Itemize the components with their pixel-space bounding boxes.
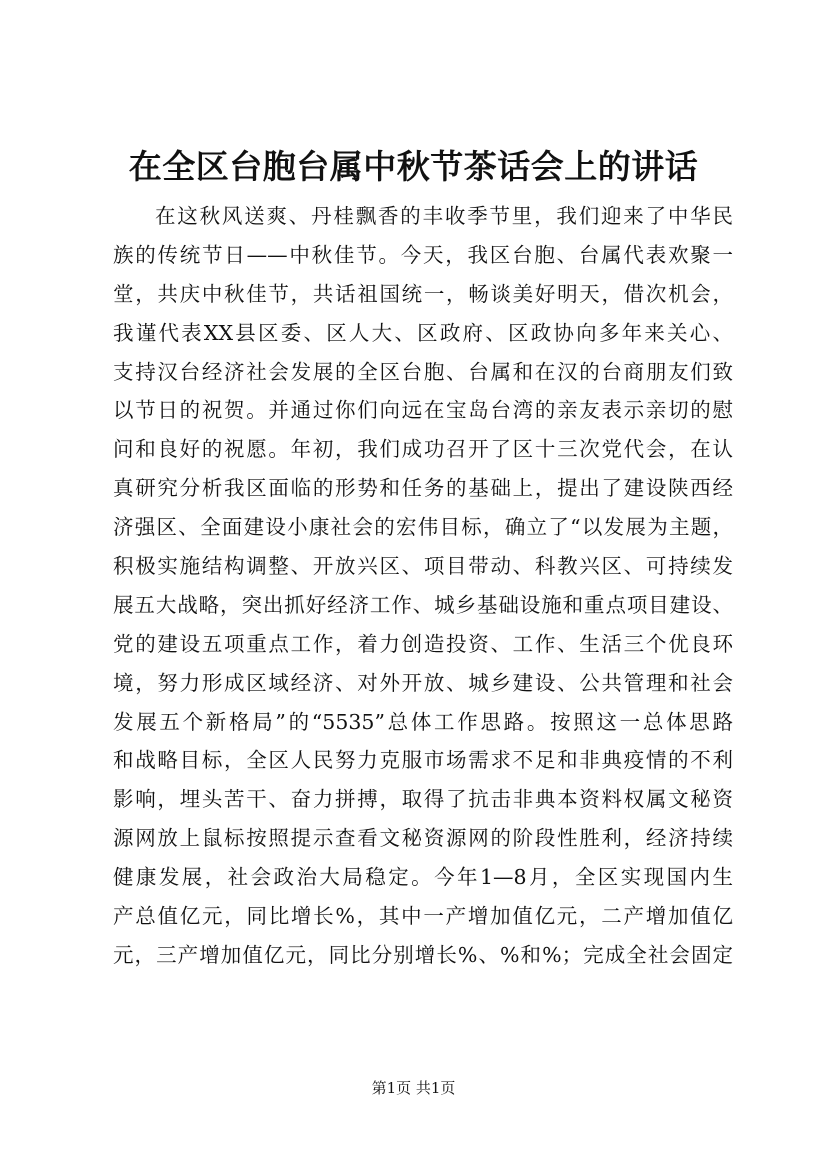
body-line: 族的传统节日——中秋佳节。今天，我区台胞、台属代表欢聚一 xyxy=(113,242,733,267)
body-line: 影响，埋头苦干、奋力拼搏，取得了抗击非典本资料权属文秘资 xyxy=(113,787,733,812)
body-line: 健康发展，社会政治大局稳定。今年1—8月，全区实现国内生 xyxy=(113,865,733,890)
body-line: 产总值亿元，同比增长%，其中一产增加值亿元，二产增加值亿 xyxy=(113,904,733,929)
page-footer: 第1页 共1页 xyxy=(371,1079,456,1097)
body-line: 境，努力形成区域经济、对外开放、城乡建设、公共管理和社会 xyxy=(113,670,733,695)
body-line: 积极实施结构调整、开放兴区、项目带动、科教兴区、可持续发 xyxy=(113,554,733,579)
body-line: 问和良好的祝愿。年初，我们成功召开了区十三次党代会，在认 xyxy=(113,437,733,462)
body-line: 党的建设五项重点工作，着力创造投资、工作、生活三个优良环 xyxy=(113,631,733,656)
body-line: 和战略目标，全区人民努力克服市场需求不足和非典疫情的不利 xyxy=(113,748,733,773)
body-line: 发展五个新格局”的“5535”总体工作思路。按照这一总体思路 xyxy=(113,709,733,734)
document-body xyxy=(113,197,733,975)
body-line: 支持汉台经济社会发展的全区台胞、台属和在汉的台商朋友们致 xyxy=(113,359,733,384)
body-line: 真研究分析我区面临的形势和任务的基础上，提出了建设陕西经 xyxy=(113,476,733,501)
document-title: 在全区台胞台属中秋节茶话会上的讲话 xyxy=(128,147,699,186)
body-line: 源网放上鼠标按照提示查看文秘资源网的阶段性胜利，经济持续 xyxy=(113,826,733,851)
body-line: 展五大战略，突出抓好经济工作、城乡基础设施和重点项目建设、 xyxy=(113,592,733,617)
body-line: 以节日的祝贺。并通过你们向远在宝岛台湾的亲友表示亲切的慰 xyxy=(113,398,733,423)
body-line: 我谨代表XX县区委、区人大、区政府、区政协向多年来关心、 xyxy=(113,320,733,345)
body-line: 元，三产增加值亿元，同比分别增长%、%和%；完成全社会固定 xyxy=(113,942,733,967)
body-line: 堂，共庆中秋佳节，共话祖国统一，畅谈美好明天，借次机会， xyxy=(113,281,733,306)
body-line: 在这秋风送爽、丹桂飘香的丰收季节里，我们迎来了中华民 xyxy=(155,204,733,228)
body-line: 济强区、全面建设小康社会的宏伟目标，确立了“以发展为主题， xyxy=(113,515,733,540)
